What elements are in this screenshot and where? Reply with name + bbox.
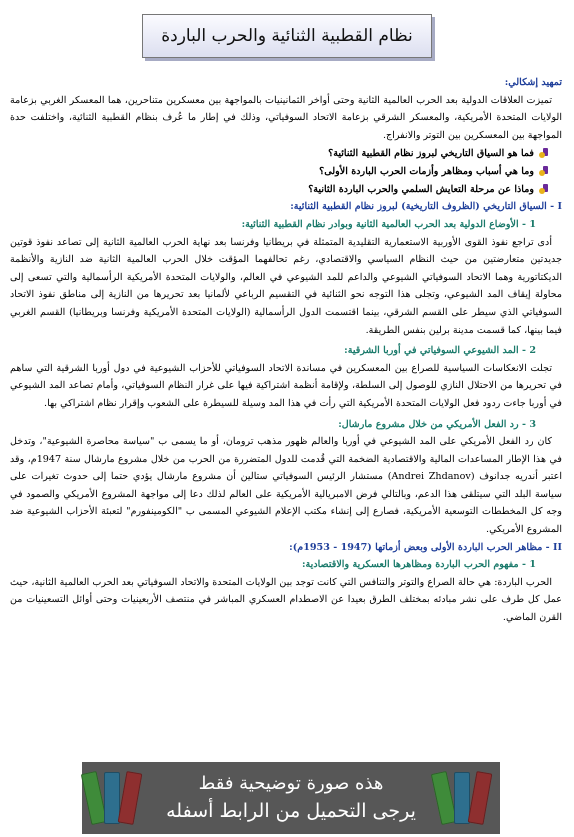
subsection-1-1-paragraph: أدى تراجع نفوذ القوى الأوربية الاستعمارية التقليدية المتمثلة في بريطانيا وفرنسا بعد نهاية الحرب العالمية الثانية إلى تصاعد نفوذ قوتين جديدتين متعارضتين من حيث النظام السياسي والاقتصادي، رغم تحالفهما المؤقت خلال الحرب العالمية الثانية ضد النازية والأنظمة الديكتاتورية وهما الاتحاد السوفياتي الشيوعي والداعم للمد الشيوعي في العالم، والولايات المتحدة الأمريكية الرأسمالية والتي تسعى إلى محاولة إيقاف المد الشيوعي، وتجلى هذا التوجه نحو الثنائية في التقسيم الرباعي لألمانيا بعد تحريرها من النازية إلى مناطق نفوذ الاتحاد السوفياتي الذي سيطر على القسم الشرقي، بينما اقتسمت الدول الرأسمالية (الولايات المتحدة الأمريكية وفرنسا وبريطانيا) القسم الغربي فيما بينها، كما قسمت مدينة برلين بنفس الطريقة.: [10, 236, 562, 336]
question-item: [10, 162, 562, 180]
subsection-1-2-paragraph: تجلت الانعكاسات السياسية للصراع بين المعسكرين في مساندة الاتحاد السوفياتي للأحزاب الشيوعية في دول أوربا الشرقية التي ساهم في تحريرها من الاحتلال النازي للوصول إلى السلطة، ولإقامة أنظمة اشتراكية فيها على غرار النظام السوفياتي، وأمام تصاعد المد الشيوعي في أوربا جاءت ردود فعل الولايات المتحدة الأمريكية التي رأت في هذا المد وسيلة للسيطرة على الشعوب وإقرار نظام اشتراكي بها.: [10, 362, 562, 409]
subsection-2-1-heading: 1 - مفهوم الحرب الباردة ومظاهرها العسكرية والاقتصادية:: [301, 559, 536, 571]
pencil-hand-icon: [539, 184, 548, 195]
watermark-banner[interactable]: [82, 762, 500, 834]
document-body: [10, 74, 562, 627]
latin-name: Andrei Zhdanov: [391, 471, 471, 483]
subsection-1-3-paragraph: [10, 433, 562, 539]
intro-paragraph: تميزت العلاقات الدولية بعد الحرب العالمية الثانية وحتى أواخر الثمانينيات بالمواجهة بين معسكرين متناحرين، هما المعسكر الغربي بزعامة الولايات المتحدة الأمريكية، والمعسكر الشرقي بزعامة الاتحاد السوفياتي، وذلك في إطار ما عُرف بنظام القطبية الثنائية، واختلفت حدة المواجهة بين المعسكرين بين التوتر والانفراج.: [10, 94, 562, 141]
banner-line-2: يرجى التحميل من الرابط أسفله: [166, 800, 416, 822]
question-text: وما هي أسباب ومظاهر وأزمات الحرب الباردة الأولى؟: [319, 165, 534, 177]
pencil-hand-icon: [539, 148, 548, 159]
subsection-1-2-heading: 2 - المد الشيوعي السوفياتي في أوربا الشرقية:: [344, 345, 536, 357]
subsection-1-1-heading: 1 - الأوضاع الدولية بعد الحرب العالمية الثانية وبوادر نظام القطبية الثنائية:: [241, 218, 536, 230]
question-text: وماذا عن مرحلة التعايش السلمي والحرب الباردة الثانية؟: [308, 183, 534, 195]
question-text: فما هو السياق التاريخي لبروز نظام القطبية الثنائية؟: [328, 147, 534, 159]
paragraph-text-part-b: ) مستشار الرئيس السوفياتي ستالين أن مشروع مارشال يؤدي حتما إلى حدوث تغيرات على سياسة البلد التي سيتلقى هذا الدعم، وبالتالي فرض الامبريالية الأمريكية على العالم لذلك دعا إلى مواجهة المشروع الأمريكي والصمود في وجه كل المخططات التوسعية الأمريكية، فصارع إلى إنشاء مكتب الإعلام الشيوعي المسمى ب "الكومينفورم" لتعبئة الأحزاب الشيوعية ضد المشروع الأمريكي.: [10, 471, 562, 536]
books-icon: [86, 766, 146, 824]
section-1-heading: I - السياق التاريخي (الظروف التاريخية) لبروز نظام القطبية الثنائية:: [290, 201, 562, 213]
banner-line-1: هذه صورة توضيحية فقط: [198, 773, 384, 794]
question-item: [10, 180, 562, 198]
question-item: [10, 144, 562, 162]
intro-heading: تمهيد إشكالي:: [504, 77, 562, 88]
paragraph-text-part-a: كان رد الفعل الأمريكي على المد الشيوعي في أوربا والعالم ظهور مذهب ترومان، أو ما يسمى ب "سياسة محاصرة الشيوعية"، وتدخل في هذا الإطار المساعدات المالية والاقتصادية الضخمة التي قُدمت للدول المتضررة من الحرب من خلال مشروع مارشال سنة 1947م، وقد اعتبر أندريه جدانوف (: [10, 436, 563, 483]
books-icon: [436, 766, 496, 824]
subsection-1-3-heading: 3 - رد الفعل الأمريكي من خلال مشروع مارشال:: [338, 418, 536, 430]
page-title: نظام القطبية الثنائية والحرب الباردة: [142, 14, 432, 58]
pencil-hand-icon: [539, 166, 548, 177]
section-2-heading: II - مظاهر الحرب الباردة الأولى وبعض أزماتها (1947 - 1953م):: [289, 541, 562, 553]
subsection-2-1-paragraph: الحرب الباردة: هي حالة الصراع والتوتر والتنافس التي كانت توجد بين الولايات المتحدة والاتحاد السوفياتي بعد الحرب العالمية الثانية، حيث عمل كل طرف على نشر مبادئه بمختلف الطرق بعيدا عن الاصطدام العسكري المباشر في منتصف الأربعينيات وحتى أوائل التسعينيات من القرن الماضي.: [10, 576, 562, 624]
